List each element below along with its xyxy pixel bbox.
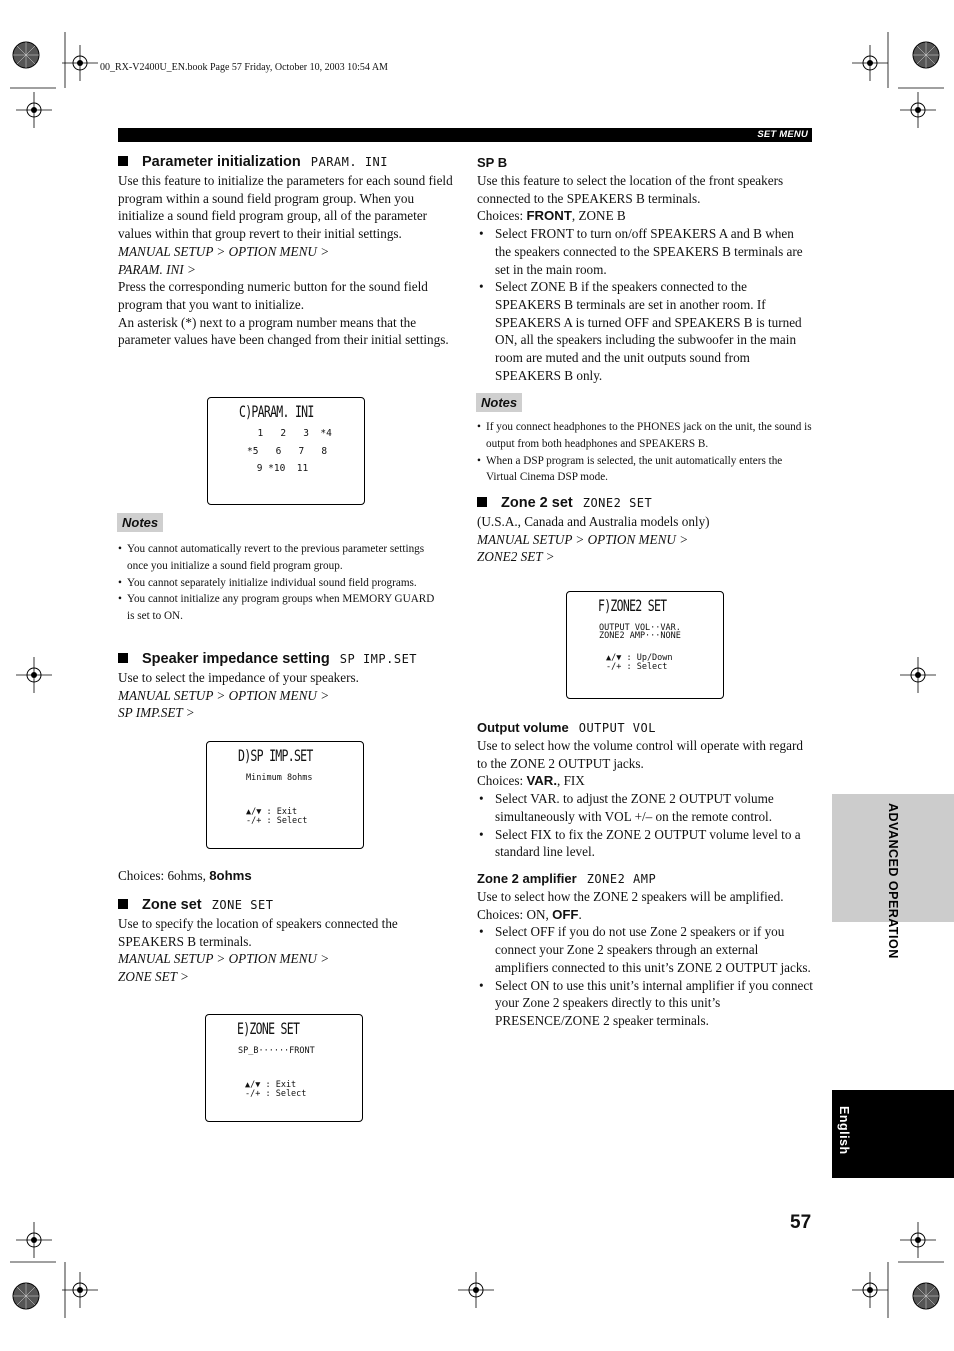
zone2-amp-desc: Use to select how the ZONE 2 speakers will be amplified.	[477, 889, 784, 904]
right-notes-label: Notes	[476, 393, 522, 412]
speaker-imp-path2: SP IMP.SET >	[118, 705, 195, 721]
zone2-screen-line3: ▲/▼ : Up/Down	[606, 653, 673, 663]
zone2-heading: Zone 2 set ZONE2 SET	[477, 493, 813, 513]
speaker-imp-path1: MANUAL SETUP > OPTION MENU >	[118, 687, 330, 703]
zone2-amp-bullet-2: • Select ON to use this unit’s internal amplifier if you connect your Zone 2 speakers directly to this unit’s PRESENCE/ZONE 2 speaker terminals.	[477, 977, 813, 1030]
zone-set-screen-title: E)ZONE SET	[237, 1019, 300, 1038]
spb-choices: Choices: FRONT, ZONE B	[477, 208, 626, 224]
output-vol-heading: Output volume OUTPUT VOL	[477, 720, 656, 735]
speaker-imp-section	[118, 649, 458, 722]
zone2-screen-line2: ZONE2 AMP···NONE	[599, 631, 681, 641]
param-init-asterisk: An asterisk (*) next to a program number means that the parameter values have been changed from their initial settings.	[118, 314, 449, 348]
param-ini-row1: 1 2 3 *4	[246, 428, 332, 439]
zone2-screen-line4: -/+ : Select	[606, 662, 668, 672]
output-vol-bullets	[477, 790, 813, 861]
zone-set-path2: ZONE SET >	[118, 969, 189, 985]
zone2-path1: MANUAL SETUP > OPTION MENU >	[477, 531, 689, 547]
zone2-amp-section	[477, 870, 813, 1030]
zone-set-heading: Zone set ZONE SET	[118, 895, 458, 915]
zone-set-screen-line3: -/+ : Select	[245, 1089, 307, 1099]
zone-set-section	[118, 895, 458, 986]
output-vol-choices: Choices: VAR., FIX	[477, 773, 585, 789]
section-bar	[118, 128, 812, 142]
page-number: 57	[790, 1212, 812, 1233]
section-bar-label: SET MENU	[757, 129, 808, 140]
zone2-screen-title: F)ZONE2 SET	[598, 596, 667, 615]
zone2-amp-bullets	[477, 923, 813, 1029]
output-vol-bullet-1: • Select VAR. to adjust the ZONE 2 OUTPUT volume simultaneously with VOL +/– on the remote control.	[477, 790, 813, 825]
zone-set-screen-line2: ▲/▼ : Exit	[245, 1080, 297, 1090]
left-note-2: • You cannot separately initialize individual sound field programs.	[118, 575, 436, 592]
param-ini-row2: *5 6 7 8	[247, 446, 328, 457]
param-init-press: Press the corresponding numeric button for the sound field program that you want to initialize.	[118, 279, 428, 312]
zone-set-path1: MANUAL SETUP > OPTION MENU >	[118, 951, 330, 967]
output-vol-bullet-2: • Select FIX to fix the ZONE 2 OUTPUT volume level to a standard line level.	[477, 826, 813, 861]
zone2-models: (U.S.A., Canada and Australia models only)	[477, 514, 710, 529]
spb-bullets	[477, 225, 813, 384]
param-ini-screen-title: C)PARAM. INI	[239, 402, 314, 421]
zone2-amp-bullet-1: • Select OFF if you do not use Zone 2 speakers or if you connect your Zone 2 speakers through an external amplifiers connected to this unit’s ZONE 2 OUTPUT jacks.	[477, 923, 813, 976]
speaker-imp-desc: Use to select the impedance of your speakers.	[118, 670, 359, 685]
zone2-amp-heading: Zone 2 amplifier ZONE2 AMP	[477, 871, 657, 886]
right-notes-label-wrap	[476, 393, 522, 412]
left-column	[118, 152, 458, 349]
speaker-imp-choices: Choices: 6ohms, 8ohms	[118, 868, 252, 883]
zone2-section	[477, 493, 813, 566]
left-notes-list	[118, 541, 436, 625]
sp-imp-screen-line3: -/+ : Select	[246, 816, 308, 826]
right-notes-list	[477, 419, 813, 486]
zone2-osd-screen	[566, 591, 724, 699]
spb-section	[477, 154, 813, 384]
param-ini-osd-screen	[207, 397, 365, 505]
right-note-1: • If you connect headphones to the PHONES jack on the unit, the sound is output from both headphones and SPEAKERS B.	[477, 419, 813, 453]
zone-set-osd-screen	[205, 1014, 363, 1122]
spb-heading: SP B	[477, 155, 508, 170]
file-header: 00_RX-V2400U_EN.book Page 57 Friday, October 10, 2003 10:54 AM	[100, 62, 388, 73]
left-notes-label-wrap	[117, 513, 163, 532]
sp-imp-screen-line1: Minimum 8ohms	[246, 773, 313, 783]
param-init-heading: Parameter initialization PARAM. INI	[118, 152, 458, 172]
sp-imp-screen-title: D)SP IMP.SET	[238, 746, 313, 765]
language-tab-label: English	[837, 1106, 851, 1155]
zone2-path2: ZONE2 SET >	[477, 549, 555, 565]
speaker-imp-heading: Speaker impedance setting SP IMP.SET	[118, 649, 458, 669]
sp-imp-screen-line2: ▲/▼ : Exit	[246, 807, 298, 817]
output-vol-section	[477, 719, 813, 861]
output-vol-desc: Use to select how the volume control will operate with regard to the ZONE 2 OUTPUT jacks.	[477, 738, 803, 771]
param-init-desc: Use this feature to initialize the parameters for each sound field program within a sound field program group. When you initialize a sound field program group, all of the parameter values within that group revert to their initial settings.	[118, 173, 453, 242]
spb-desc: Use this feature to select the location of the front speakers connected to the SPEAKERS B terminals.	[477, 173, 784, 206]
zone-set-screen-line1: SP_B······FRONT	[238, 1046, 315, 1056]
zone-set-desc: Use to specify the location of speakers connected the SPEAKERS B terminals.	[118, 916, 398, 949]
left-note-1: • You cannot automatically revert to the previous parameter settings once you initialize a sound field program group.	[118, 541, 436, 575]
spb-bullet-1: • Select FRONT to turn on/off SPEAKERS A and B when the speakers connected to the SPEAKERS B terminals are set in the main room.	[477, 225, 813, 278]
sp-imp-osd-screen	[206, 741, 364, 849]
spb-bullet-2: • Select ZONE B if the speakers connected to the SPEAKERS B terminals are set in another room. If SPEAKERS A is turned OFF and SPEAKERS B is turned ON, all the speakers including the subwoofer in the main room are muted and the unit outputs sound from SPEAKERS B only.	[477, 278, 813, 384]
zone2-screen-line1: OUTPUT VOL··VAR.	[599, 623, 681, 633]
left-note-3: • You cannot initialize any program groups when MEMORY GUARD is set to ON.	[118, 591, 436, 625]
zone2-amp-choices: Choices: ON, OFF.	[477, 906, 582, 922]
param-init-path2: PARAM. INI >	[118, 261, 196, 277]
left-notes-label: Notes	[117, 513, 163, 532]
param-ini-row3: 9 *10 11	[251, 463, 309, 474]
right-note-2: • When a DSP program is selected, the unit automatically enters the Virtual Cinema DSP mode.	[477, 453, 813, 487]
advanced-operation-tab-label: ADVANCED OPERATION	[886, 803, 900, 959]
param-init-path1: MANUAL SETUP > OPTION MENU >	[118, 243, 330, 259]
